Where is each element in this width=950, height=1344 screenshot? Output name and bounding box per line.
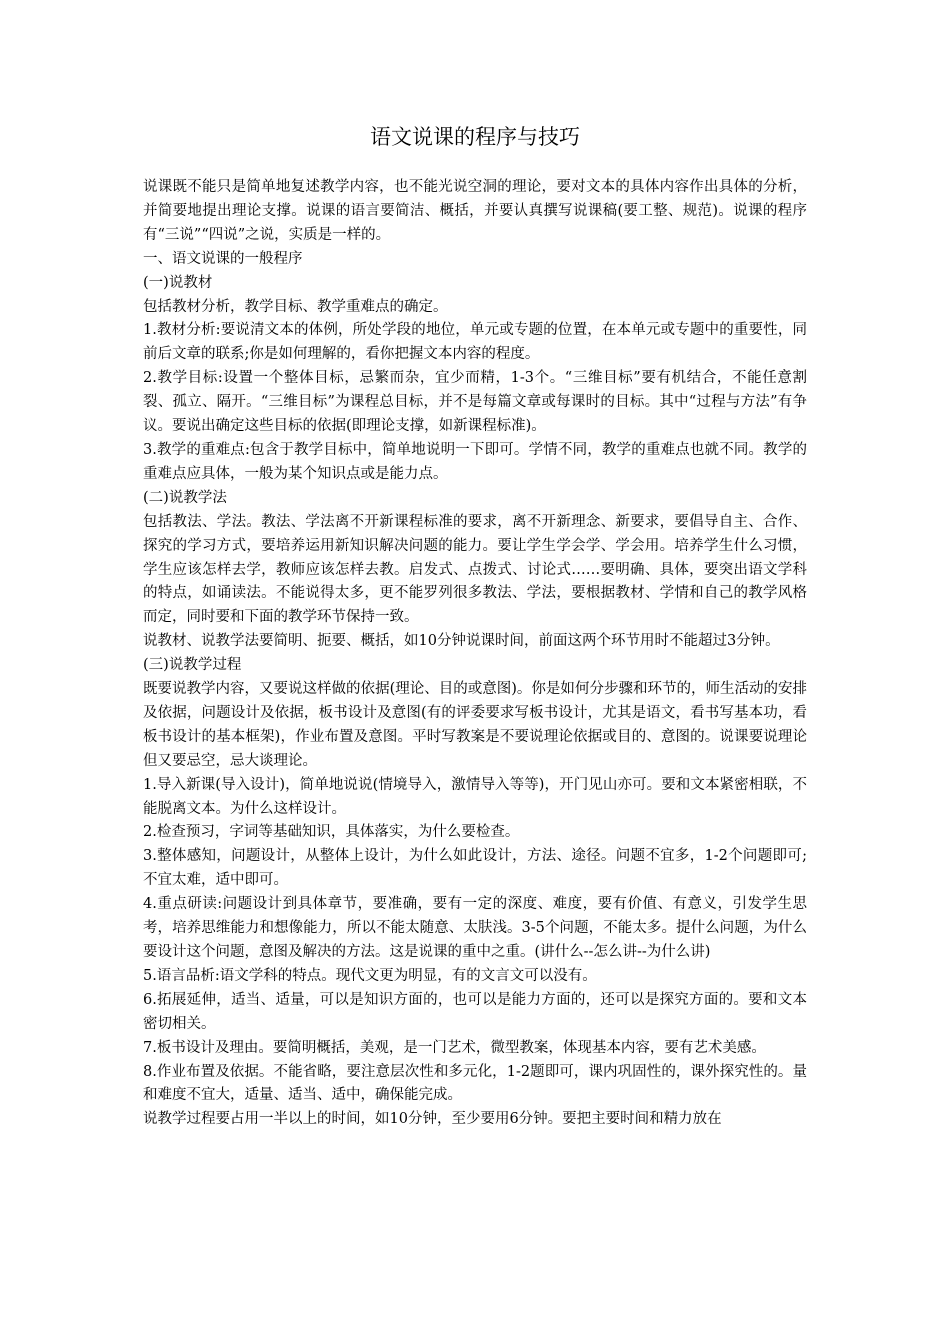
list-item: 4.重点研读:问题设计到具体章节，要准确，要有一定的深度、难度，要有价值、有意义，引发学生思考，培养思维能力和想像能力，所以不能太随意、太肤浅。3-5个问题，不能太多。提什么问题，为什么要设计这个问题，意图及解决的方法。这是说课的重中之重。(讲什么--怎么讲--为什么讲): [143, 896, 807, 960]
list-item: 2.教学目标:设置一个整体目标，忌繁而杂，宜少而精，1-3个。“三维目标”要有机结合，不能任意割裂、孤立、隔开。“三维目标”为课程总目标，并不是每篇文章或每课时的目标。其中“过程与方法”有争议。要说出确定这些目标的依据(即理论支撑，如新课程标准)。: [143, 370, 807, 435]
list-item: 7.板书设计及理由。要简明概括，美观，是一门艺术，微型教案，体现基本内容，要有艺术美感。: [143, 1039, 766, 1056]
paragraph: 既要说教学内容，又要说这样做的依据(理论、目的或意图)。你是如何分步骤和环节的，师生活动的安排及依据，问题设计及依据，板书设计及意图(有的评委要求写板书设计，尤其是语文，看书写基本功，看板书设计的基本框架)，作业布置及意图。平时写教案是不要说理论依据或目的、意图的。说课要说理论但又要忌空，忌大谈理论。: [143, 681, 807, 769]
paragraph: 说教学过程要占用一半以上的时间，如10分钟，至少要用6分钟。要把主要时间和精力放在: [143, 1111, 722, 1128]
list-item: 1.导入新课(导入设计)，简单地说说(情境导入，激情导入等等)，开门见山亦可。要和文本紧密相联，不能脱离文本。为什么这样设计。: [143, 776, 807, 817]
document-title: 语文说课的程序与技巧: [370, 125, 580, 149]
subsection-heading: (三)说教学过程: [143, 657, 242, 674]
list-item: 8.作业布置及依据。不能省略，要注意层次性和多元化，1-2题即可，课内巩固性的，课外探究性的。量和难度不宜大，适量、适当、适中，确保能完成。: [143, 1063, 807, 1104]
paragraph: 包括教法、学法。教法、学法离不开新课程标准的要求，离不开新理念、新要求，要倡导自主、合作、探究的学习方式，要培养运用新知识解决问题的能力。要让学生学会学、学会用。培养学生什么习惯，学生应该怎样去学，教师应该怎样去教。启发式、点拨式、讨论式……要明确、具体，要突出语文学科的特点，如诵读法。不能说得太多，更不能罗列很多教法、学法，要根据教材、学情和自己的教学风格而定，同时要和下面的教学环节保持一致。: [143, 513, 807, 626]
list-item: 3.整体感知，问题设计，从整体上设计，为什么如此设计，方法、途径。问题不宜多，1-2个问题即可;不宜太难，适中即可。: [143, 848, 807, 889]
list-item: 1.教材分析:要说清文本的体例，所处学段的地位，单元或专题的位置，在本单元或专题中的重要性，同前后文章的联系;你是如何理解的，看你把握文本内容的程度。: [143, 322, 807, 363]
list-item: 3.教学的重难点:包含于教学目标中，简单地说明一下即可。学情不同，教学的重难点也就不同。教学的重难点应具体，一般为某个知识点或是能力点。: [143, 441, 807, 482]
intro-paragraph: 说课既不能只是简单地复述教学内容，也不能光说空洞的理论，要对文本的具体内容作出具体的分析，并简要地提出理论支撑。说课的语言要简洁、概括，并要认真撰写说课稿(要工整、规范)。说课的程序有“三说”“四说”之说，实质是一样的。: [143, 179, 807, 243]
document-body: [143, 176, 807, 1132]
paragraph: 包括教材分析，教学目标、教学重难点的确定。: [143, 298, 448, 315]
section-heading: 一、语文说课的一般程序: [143, 250, 303, 267]
list-item: 2.检查预习，字词等基础知识，具体落实，为什么要检查。: [143, 824, 520, 841]
subsection-heading: (二)说教学法: [143, 489, 227, 506]
subsection-heading: (一)说教材: [143, 274, 213, 291]
list-item: 6.拓展延伸，适当、适量，可以是知识方面的，也可以是能力方面的，还可以是探究方面的。要和文本密切相关。: [143, 991, 807, 1032]
paragraph: 说教材、说教学法要简明、扼要、概括，如10分钟说课时间，前面这两个环节用时不能超过3分钟。: [143, 633, 780, 650]
list-item: 5.语言品析:语文学科的特点。现代文更为明显，有的文言文可以没有。: [143, 967, 597, 984]
